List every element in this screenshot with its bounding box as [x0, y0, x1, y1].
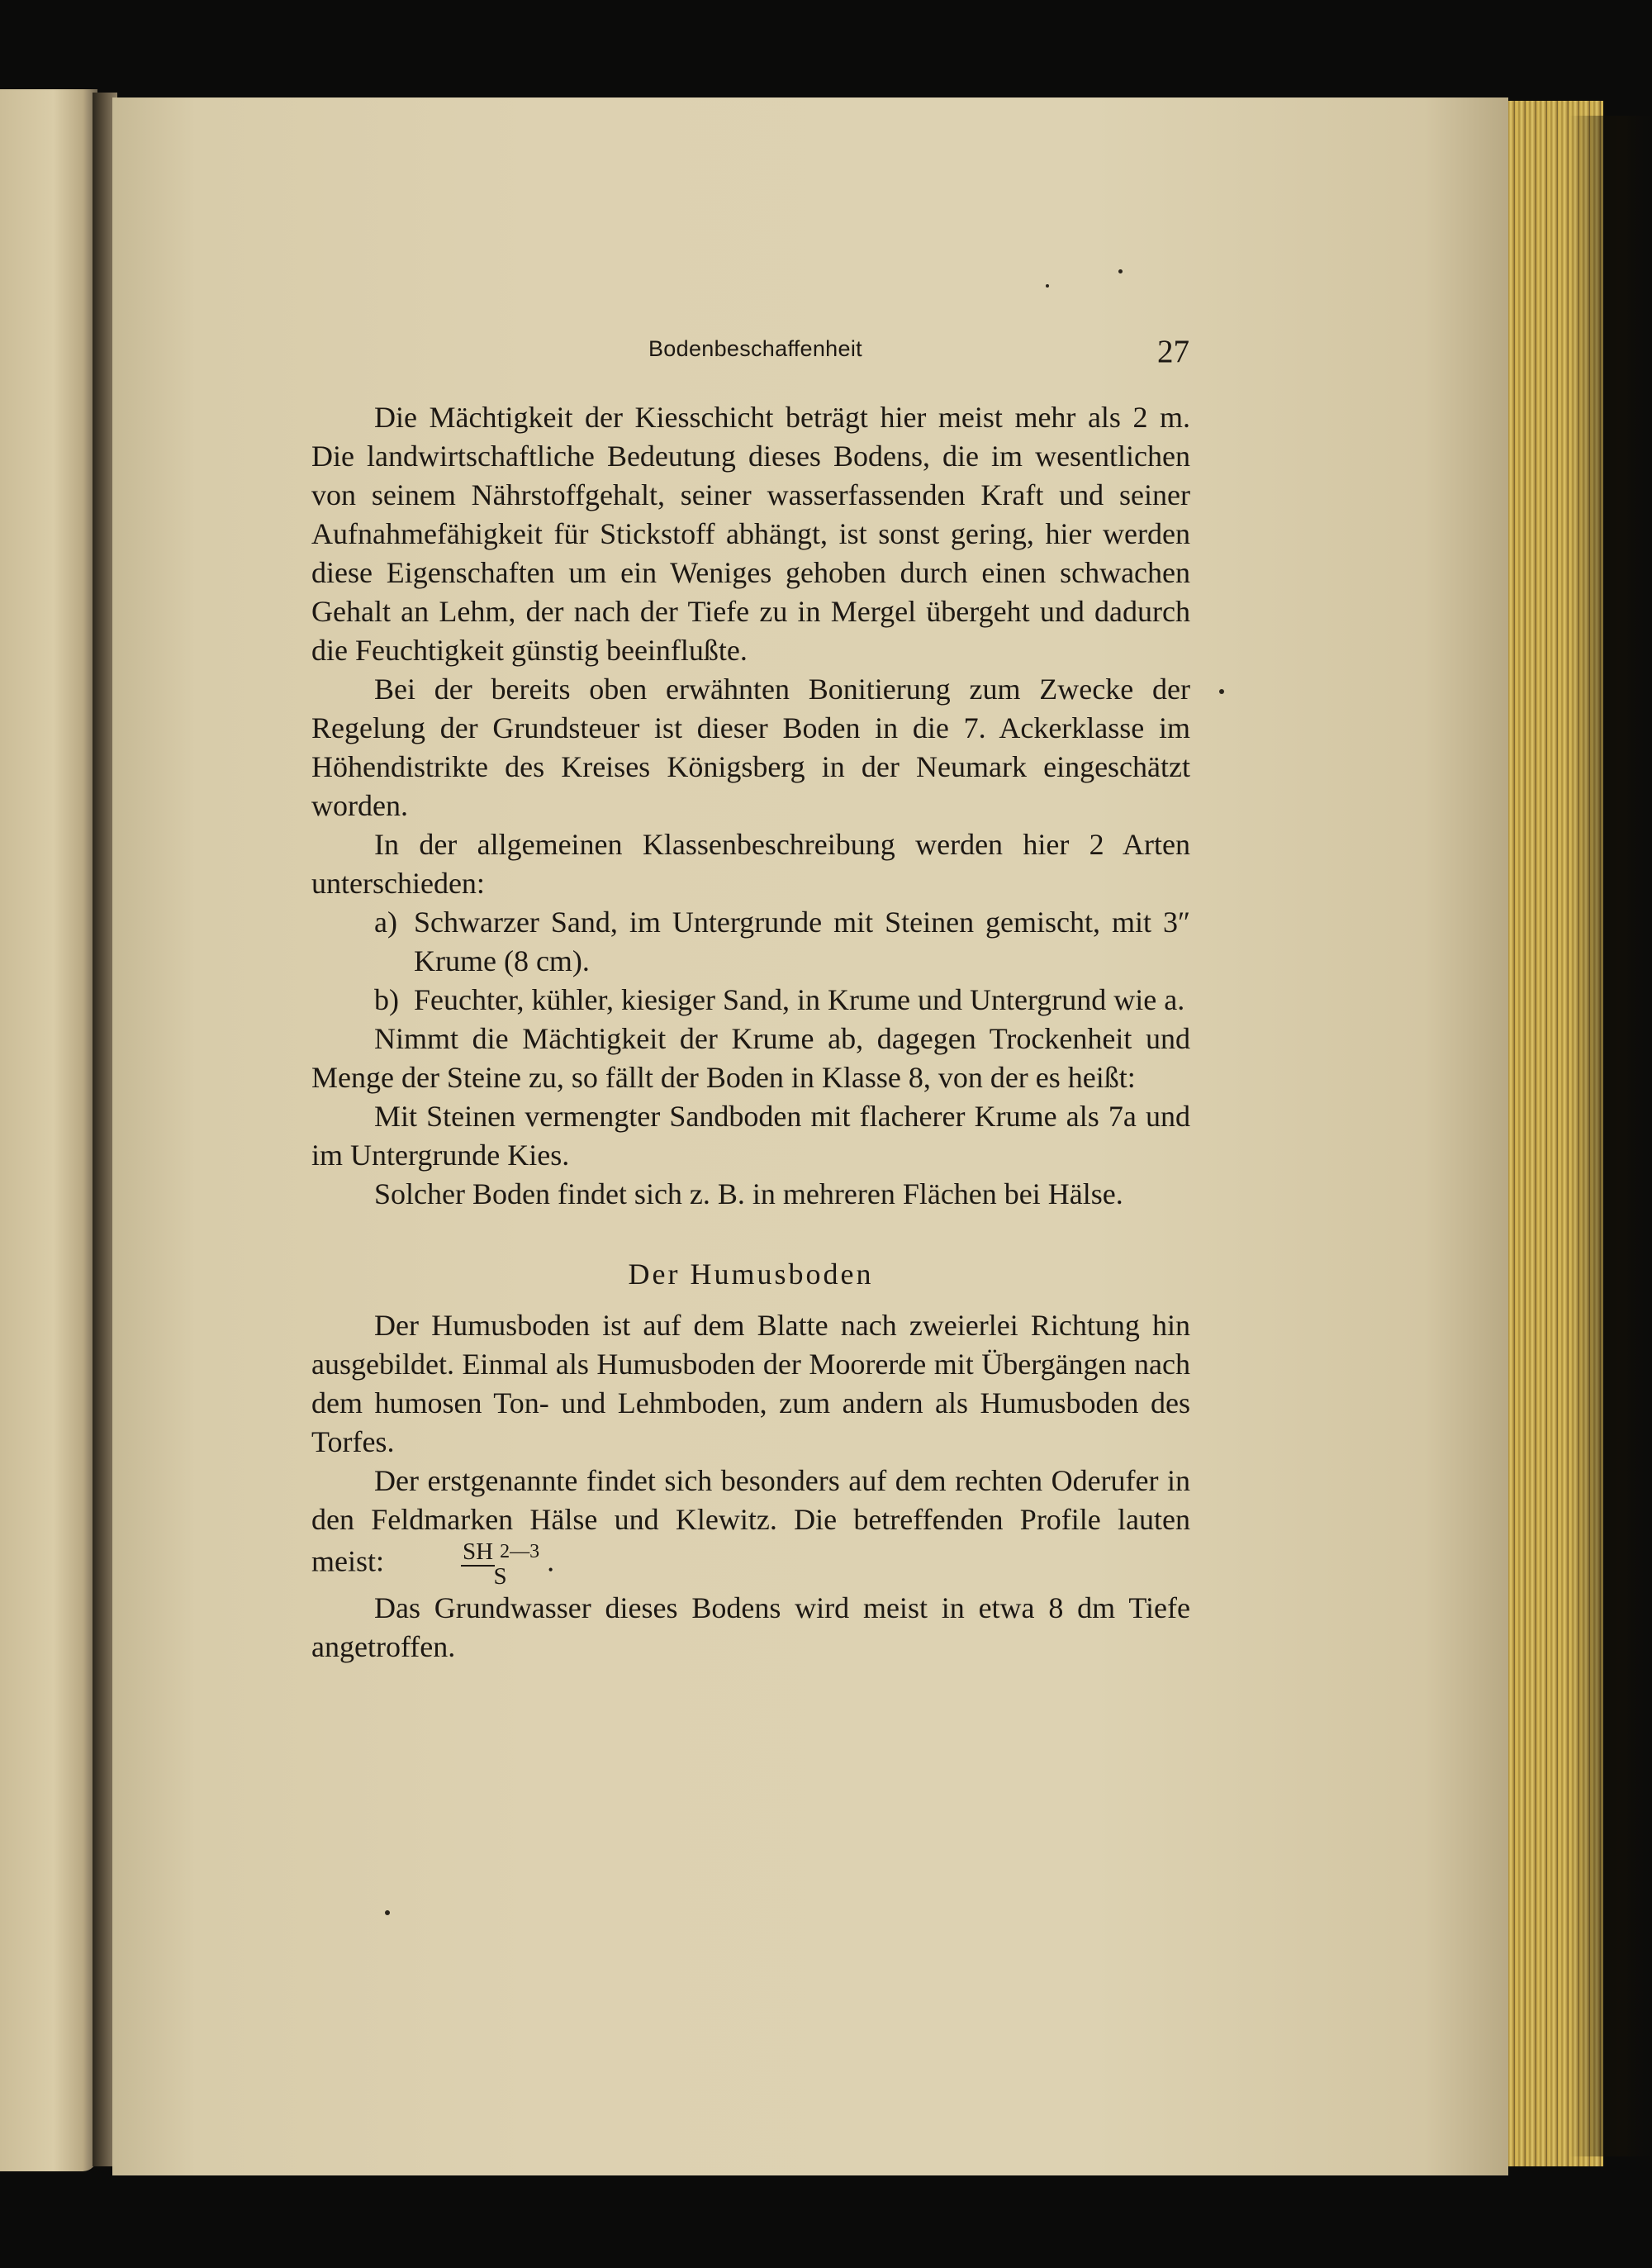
print-speck [1219, 689, 1224, 694]
section-heading: Der Humusboden [628, 1258, 874, 1291]
list-item [311, 981, 1190, 1020]
paragraph: Das Grundwasser dieses Bodens wird meist in etwa 8 dm Tiefe angetroffen. [311, 1591, 1190, 1663]
list-marker: b) [374, 983, 399, 1016]
list-marker: a) [374, 906, 397, 939]
running-title: Bodenbeschaffenheit [648, 336, 862, 361]
list-item-text: Schwarzer Sand, im Untergrunde mit Steinen gemischt, mit 3″ Krume (8 cm). [414, 906, 1190, 977]
paragraph: Nimmt die Mächtigkeit der Krume ab, dagegen Trockenheit und Menge der Steine zu, so fällt der Boden in Klasse 8, von der es heißt: [311, 1022, 1190, 1094]
paragraph: Der Humusboden ist auf dem Blatte nach zweierlei Richtung hin ausgebildet. Einmal als Humusboden der Moorerde mit Übergängen nach dem humosen Ton- und Lehmboden, zum andern als Humusboden des Torfes. [311, 1309, 1190, 1458]
formula-exponent: 2—3 [500, 1541, 540, 1562]
paragraph: Solcher Boden findet sich z. B. in mehreren Flächen bei Hälse. [374, 1177, 1123, 1210]
page-edge-shadow [1569, 116, 1652, 2156]
formula-denominator: S [493, 1563, 507, 1590]
formula-numerator: SH [463, 1538, 494, 1565]
print-speck [1118, 269, 1123, 273]
paragraph [311, 1462, 1190, 1589]
previous-page-edge [0, 89, 97, 2171]
print-speck [1046, 284, 1049, 288]
page-header [648, 333, 1189, 374]
print-speck [385, 1910, 390, 1915]
paragraph: Mit Steinen vermengter Sandboden mit flacherer Krume als 7a und im Untergrunde Kies. [311, 1100, 1190, 1172]
page-body [311, 398, 1190, 1667]
list-item-text: Feuchter, kühler, kiesiger Sand, in Krume und Untergrund wie a. [414, 983, 1185, 1016]
page-number: 27 [1157, 334, 1189, 369]
paragraph: Bei der bereits oben erwähnten Bonitierung zum Zwecke der Regelung der Grundsteuer ist dieser Boden in die 7. Ackerklasse im Höhendistrikte des Kreises Königsberg in der Neumark eingeschätzt worden. [311, 673, 1190, 822]
profile-formula [398, 1539, 539, 1589]
formula-period: . [547, 1544, 555, 1578]
paragraph: Die Mächtigkeit der Kiesschicht beträgt hier meist mehr als 2 m. Die landwirtschaftliche Bedeutung dieses Bodens, die im wesentlichen von seinem Nährstoffgehalt, seiner wasserfassenden Kraft und seiner Aufnahmefähigkeit für Stickstoff abhängt, ist sonst gering, hier werden diese Eigenschaften um ein Weniges gehoben durch einen schwachen Gehalt an Lehm, der nach der Tiefe zu in Mergel übergeht und dadurch die Feuchtigkeit günstig beeinflußte. [311, 401, 1190, 667]
list-item [311, 903, 1190, 981]
paragraph: In der allgemeinen Klassenbeschreibung werden hier 2 Arten unterschieden: [311, 828, 1190, 900]
paragraph-text: Der erstgenannte findet sich besonders auf dem rechten Oderufer in den Feldmarken Hälse und Klewitz. Die betreffenden Profile lauten meist: [311, 1464, 1190, 1578]
